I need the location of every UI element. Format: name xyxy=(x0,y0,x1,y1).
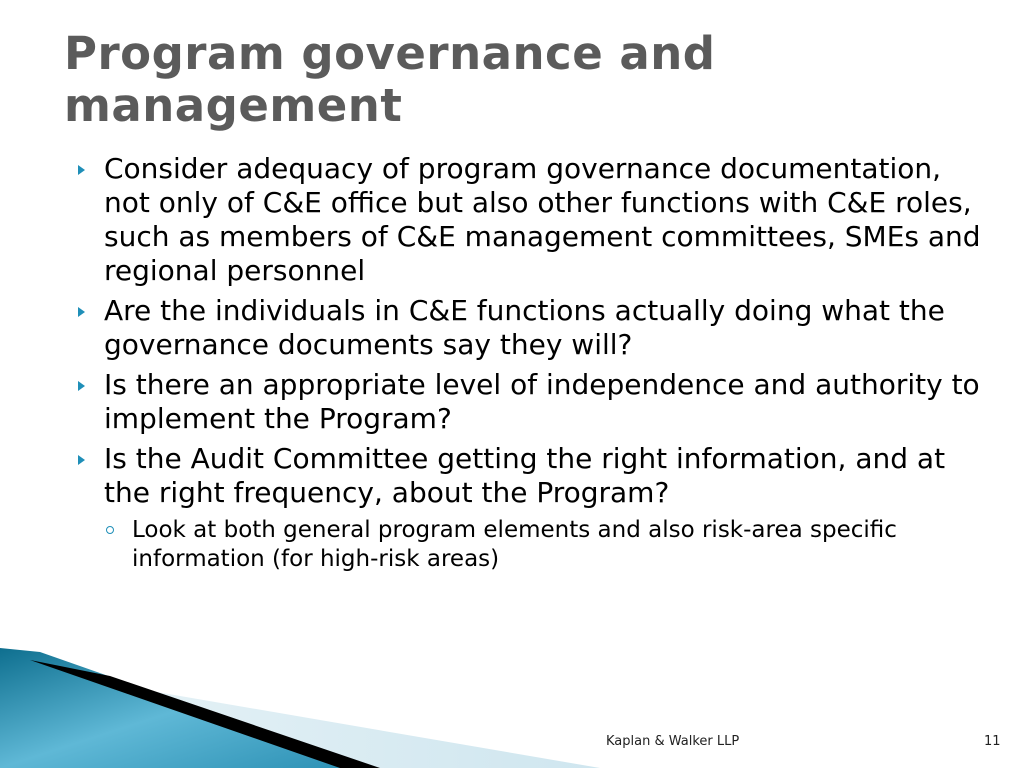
bullet-text: Are the individuals in C&E functions actually doing what the governance documents say they will? xyxy=(104,294,945,361)
bullet-item xyxy=(72,152,992,288)
slide-title-line-1: Program governance and xyxy=(64,27,716,80)
bullet-text: Is there an appropriate level of independence and authority to implement the Program? xyxy=(104,368,980,435)
bullet-text: Consider adequacy of program governance documentation, not only of C&E office but also other functions with C&E roles, such as members of C&E management committees, SMEs and regional personnel xyxy=(104,152,981,287)
footer-firm-name: Kaplan & Walker LLP xyxy=(606,734,740,749)
triangle-bullet-icon xyxy=(78,165,85,175)
triangle-bullet-icon xyxy=(78,455,85,465)
triangle-bullet-icon xyxy=(78,307,85,317)
sub-bullet-item xyxy=(104,516,992,574)
slide-title xyxy=(64,28,964,132)
triangle-bullet-icon xyxy=(78,381,85,391)
bullet-text: Is the Audit Committee getting the right information, and at the right frequency, about the Program? xyxy=(104,442,946,509)
bullet-item xyxy=(72,442,992,574)
footer-page-number: 11 xyxy=(984,734,1001,749)
black-stripe xyxy=(30,660,380,768)
sub-bullet-list xyxy=(104,516,992,574)
bullet-item xyxy=(72,294,992,362)
blue-wave xyxy=(0,648,370,768)
slide-title-line-2: management xyxy=(64,79,403,132)
hollow-circle-bullet-icon xyxy=(106,526,114,534)
bullet-list xyxy=(72,152,992,580)
sub-bullet-text: Look at both general program elements and also risk-area specific information (for high-risk areas) xyxy=(132,517,897,572)
pale-stripe xyxy=(40,672,600,768)
bullet-item xyxy=(72,368,992,436)
